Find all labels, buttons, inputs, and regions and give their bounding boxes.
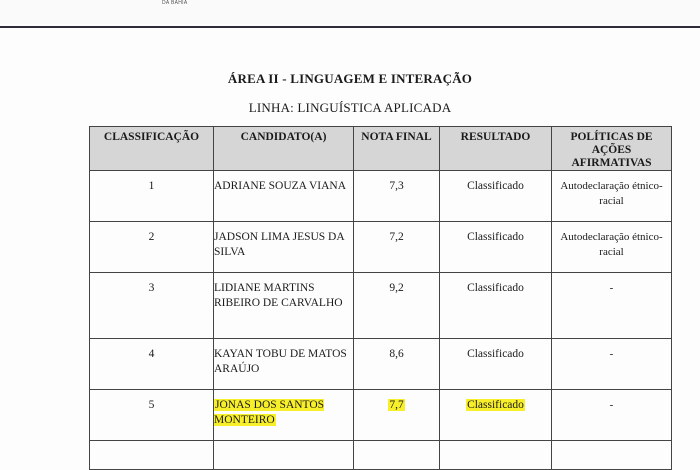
rank-cell: 5 [90,390,214,441]
grade-cell [354,390,440,441]
candidate-name-cell: ADRIANE SOUZA VIANA [214,171,354,222]
rank-cell: 3 [90,273,214,339]
grade-cell: 7,3 [354,171,440,222]
highlighted-name: JONAS DOS SANTOS MONTEIRO [214,399,325,426]
table-row [90,222,672,273]
result-cell [440,390,552,441]
header-affirmative-policies: POLÍTICAS DE AÇÕES AFIRMATIVAS [552,127,672,171]
grade-cell: 8,6 [354,339,440,390]
document-header-strip [0,0,700,24]
table-row [90,171,672,222]
result-cell: Classificado [440,273,552,339]
table-row [90,339,672,390]
highlighted-result: Classificado [467,399,524,411]
table-row-highlighted [90,390,672,441]
area-title: ÁREA II - LINGUAGEM E INTERAÇÃO [227,71,473,86]
clipped-cell [354,441,440,470]
grade-cell: 9,2 [354,273,440,339]
results-table [89,126,672,470]
clipped-cell [90,441,214,470]
candidate-name-cell: JADSON LIMA JESUS DA SILVA [214,222,354,273]
header-candidate: CANDIDATO(A) [214,127,354,171]
candidate-name-cell: KAYAN TOBU DE MATOS ARAÚJO [214,339,354,390]
rank-cell: 4 [90,339,214,390]
table-row [90,273,672,339]
result-cell: Classificado [440,339,552,390]
header-final-grade: NOTA FINAL [354,127,440,171]
header-classification: CLASSIFICAÇÃO [90,127,214,171]
policy-cell: - [552,390,672,441]
policy-cell: Autodeclaração étnico-racial [552,222,672,273]
header-result: RESULTADO [440,127,552,171]
candidate-name-cell: LIDIANE MARTINS RIBEIRO DE CARVALHO [214,273,354,339]
table-header-row [90,127,672,171]
logo-caption: DA BAHIA [162,0,188,6]
candidate-name-cell [214,390,354,441]
rank-cell: 2 [90,222,214,273]
policy-cell: - [552,273,672,339]
line-title: LINHA: LINGUÍSTICA APLICADA [248,100,452,115]
clipped-cell [214,441,354,470]
highlighted-grade: 7,7 [389,399,404,411]
rank-cell: 1 [90,171,214,222]
clipped-cell [552,441,672,470]
result-cell: Classificado [440,222,552,273]
policy-cell: Autodeclaração étnico-racial [552,171,672,222]
grade-cell: 7,2 [354,222,440,273]
result-cell: Classificado [440,171,552,222]
clipped-cell [440,441,552,470]
policy-cell: - [552,339,672,390]
header-rule [0,26,700,28]
table-row-partial [90,441,672,470]
